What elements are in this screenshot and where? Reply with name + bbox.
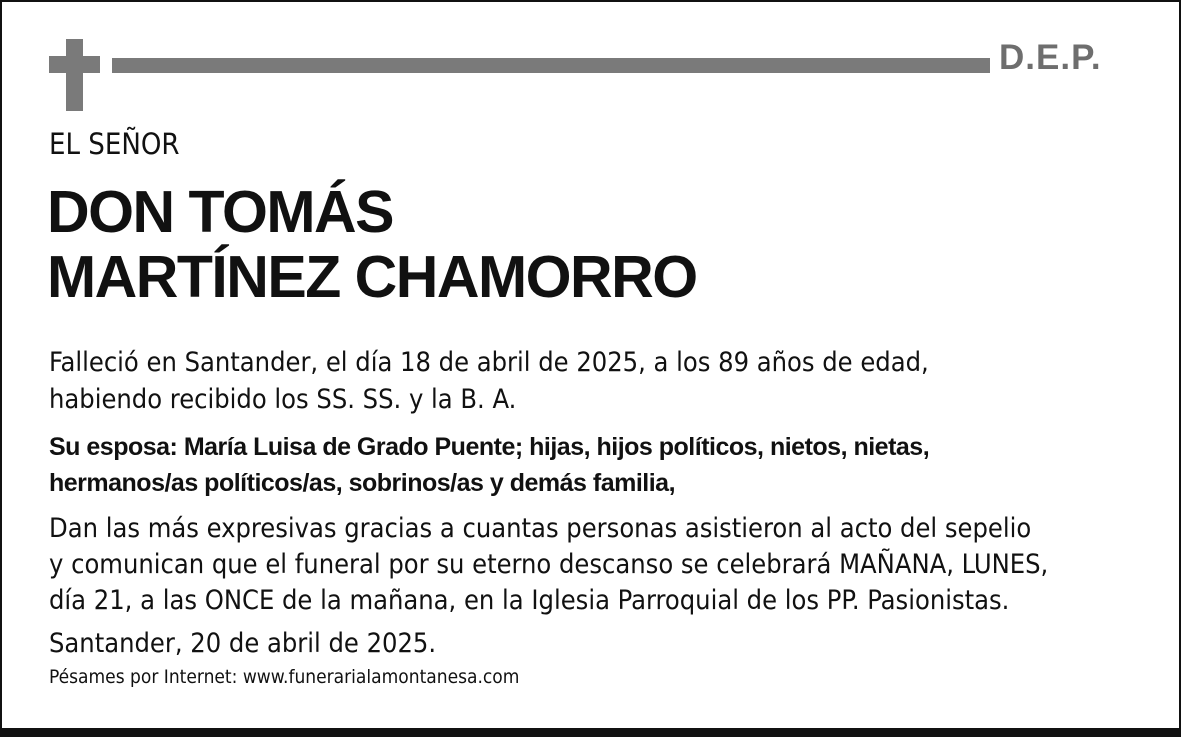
death-details-line-2: habiendo recibido los SS. SS. y la B. A.	[49, 384, 517, 415]
family-line-1: Su esposa: María Luisa de Grado Puente; hijas, hijos políticos, nietos, nietas,	[49, 433, 930, 461]
condolences-link-text: Pésames por Internet: www.funerarialamontanesa.com	[49, 666, 520, 688]
deceased-name	[47, 180, 697, 310]
header-rule	[112, 58, 990, 73]
deceased-name-line-2: MARTÍNEZ CHAMORRO	[47, 244, 697, 310]
deceased-name-line-1: DON TOMÁS	[47, 179, 393, 245]
thanks-line-3: día 21, a las ONCE de la mañana, en la Iglesia Parroquial de los PP. Pasionistas.	[49, 585, 1010, 616]
thanks-line-2: y comunican que el funeral por su eterno descanso se celebrará MAÑANA, LUNES,	[49, 549, 1049, 580]
dep-label: D.E.P.	[999, 38, 1102, 77]
date-place: Santander, 20 de abril de 2025.	[49, 628, 437, 659]
family-line-2: hermanos/as políticos/as, sobrinos/as y demás familia,	[49, 469, 676, 497]
death-details-line-1: Falleció en Santander, el día 18 de abril de 2025, a los 89 años de edad,	[49, 347, 929, 378]
thanks-line-1: Dan las más expresivas gracias a cuantas personas asistieron al acto del sepelio	[49, 513, 1032, 544]
honorific-prefix: EL SEÑOR	[49, 127, 180, 161]
latin-cross-icon	[49, 39, 100, 111]
